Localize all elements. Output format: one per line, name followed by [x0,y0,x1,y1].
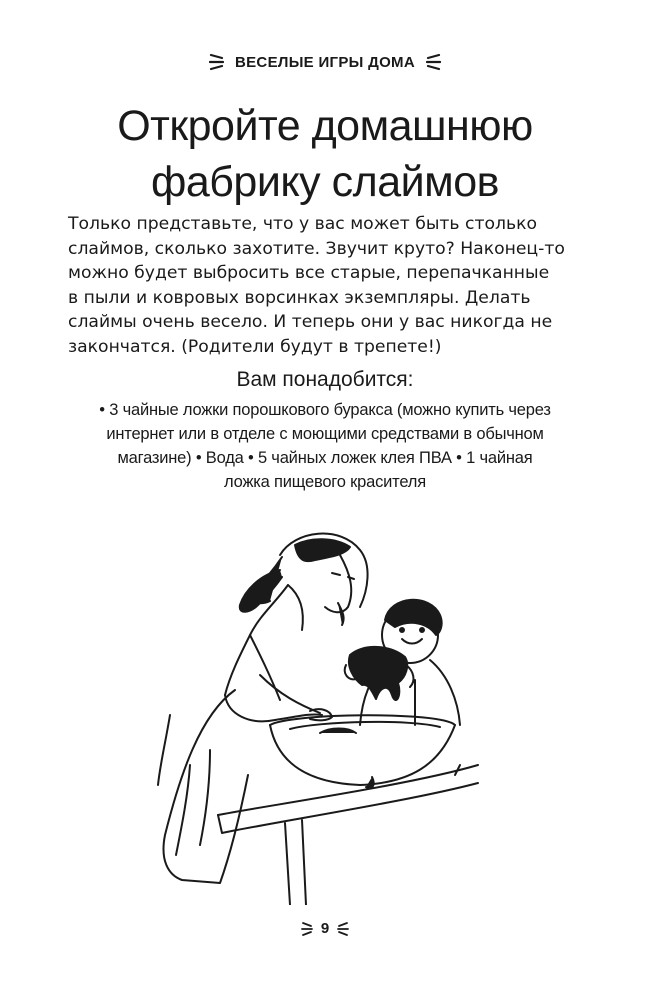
intro-line: слаймов, сколько захотите. Звучит круто? Наконец-то [68,238,565,259]
supplies-list [0,398,650,494]
supplies-line: • 3 чайные ложки порошкового буракса (можно купить через [99,401,551,419]
title-line-1: Откройте домашнюю [117,102,533,150]
running-header [0,52,650,72]
supplies-line: магазине) • Вода • 5 чайных ложек клея ПВА • 1 чайная [117,449,533,467]
slime-making-illustration [110,515,480,905]
page-title [0,98,650,210]
intro-line: слаймы очень весело. И теперь они у вас никогда не [68,312,553,332]
page-footer [0,920,650,937]
burst-right-icon [425,52,441,72]
burst-left-icon [209,52,225,72]
supplies-line: интернет или в отделе с моющими средствами в обычном [106,425,544,443]
intro-line: закончатся. (Родители будут в трепете!) [68,336,442,357]
burst-right-icon [337,921,349,937]
burst-left-icon [301,921,313,937]
title-line-2: фабрику слаймов [151,158,499,206]
intro-line: в пыли и ковровых ворсинках экземпляры. Делать [68,287,531,308]
page-number: 9 [320,920,330,937]
supplies-heading: Вам понадобится: [236,368,414,391]
supplies-line: ложка пищевого красителя [224,473,426,491]
intro-line: Только представьте, что у вас может быть столько [68,214,537,234]
intro-paragraph [68,212,588,359]
section-label: ВЕСЕЛЫЕ ИГРЫ ДОМА [235,53,415,71]
intro-line: можно будет выбросить все старые, перепачканные [68,263,550,283]
